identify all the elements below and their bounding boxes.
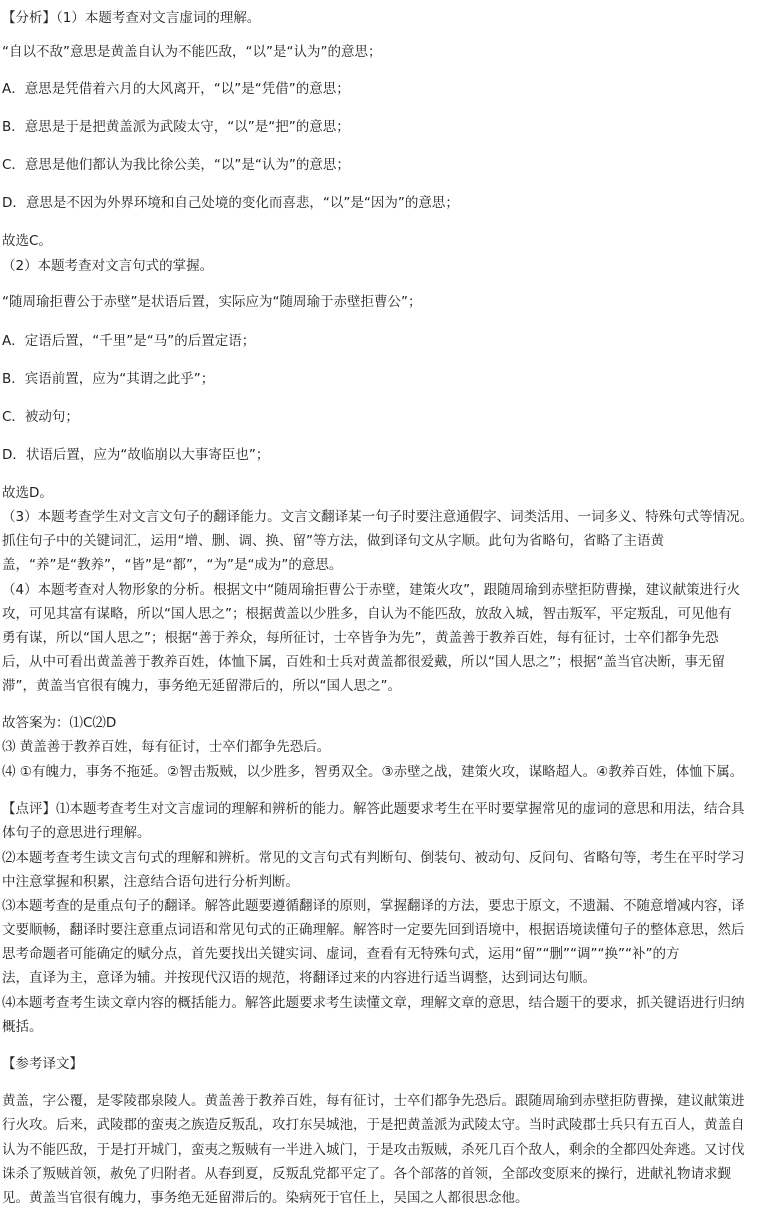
q4-line: 滞”，黄盖当官很有魄力，事务绝无延留滞后的，所以“国人思之”。 [2,678,401,694]
translation-line: 黄盖，字公覆，是零陵郡泉陵人。黄盖善于教养百姓，每有征讨，士卒们都争先恐后。跟随周瑜到赤壁拒防曹操，建议献策进 [2,1093,745,1109]
comment-line: ⑷本题考查考生读文章内容的概括能力。解答此题要求考生读懂文章，理解文章的意思，结合题干的要求，抓关键语进行归纳 [2,995,745,1011]
q3-line: （3）本题考查学生对文言文句子的翻译能力。文言文翻译某一句子时要注意通假字、词类活用、一词多义、特殊句式等情况。 [2,509,754,525]
q4-line: （4）本题考查对人物形象的分析。根据文中“随周瑜拒曹公于赤壁，建策火攻”，跟随周瑜到赤壁拒防曹操，建议献策进行火 [2,582,741,598]
q4-line: 攻，可见其富有谋略，所以“国人思之”；根据黄盖以少胜多，自认为不能匹敌，放敌入城，智击叛军，平定叛乱，可见他有 [2,606,732,622]
answer-line-3: ⑶ 黄盖善于教养百姓，每有征讨，士卒们都争先恐后。 [2,739,331,755]
q2-conclusion: 故选D。 [2,485,53,501]
comment-line: ⑶本题考查的是重点句子的翻译。解答此题要遵循翻译的原则，掌握翻译的方法，要忠于原文，不遗漏、不随意增减内容，译 [2,898,745,914]
answer-summary: 故答案为：⑴C⑵D [2,715,117,731]
q3-line: 抓住句子中的关键词汇，运用“增、删、调、换、留”等方法，做到译句文从字顺。此句为省略句，省略了主语黄 [2,533,664,549]
comment-line: 法，直译为主，意译为辅。并按现代汉语的规范，将翻译过来的内容进行适当调整，达到词达句顺。 [2,970,596,986]
q1-option-c: C．意思是他们都认为我比徐公美，“以”是“认为”的意思； [2,157,350,173]
q2-header: （2）本题考查对文言句式的掌握。 [2,258,214,274]
translation-header: 【参考译文】 [2,1056,83,1072]
q2-option-a: A．定语后置，“千里”是“马”的后置定语； [2,333,256,349]
q1-conclusion: 故选C。 [2,233,52,249]
comment-line: 【点评】⑴本题考查考生对文言虚词的理解和辨析的能力。解答此题要求考生在平时要掌握常见的虚词的意思和用法，结合具 [2,801,745,817]
q2-explanation-line: “随周瑜拒曹公于赤壁”是状语后置，实际应为“随周瑜于赤壁拒曹公”； [2,294,422,310]
comment-line: 中注意掌握和积累，注意结合语句进行分析判断。 [2,874,299,890]
q1-option-b: B．意思是于是把黄盖派为武陵太守，“以”是“把”的意思； [2,119,350,135]
q2-option-c: C．被动句； [2,409,79,425]
translation-line: 行火攻。后来，武陵郡的蛮夷之族造反叛乱，攻打东吴城池，于是把黄盖派为武陵太守。当时武陵郡士兵只有五百人，黄盖自 [2,1117,745,1133]
q2-option-d: D．状语后置，应为“故临崩以大事寄臣也”； [2,447,270,463]
q4-line: 后，从中可看出黄盖善于教养百姓，体恤下属，百姓和士兵对黄盖都很爱戴，所以“国人思之”；根据“盖当官决断，事无留 [2,654,725,670]
comment-line: 文要顺畅，翻译时要注意重点词语和常见句式的正确理解。解答时一定要先回到语境中，根据语境读懂句子的整体意思，然后 [2,922,745,938]
answer-line-4: ⑷ ①有魄力，事务不拖延。②智击叛贼，以少胜多，智勇双全。③赤壁之战，建策火攻，谋略超人。④教养百姓，体恤下属。 [2,764,744,780]
q3-line: 盖，“养”是“教养”，“皆”是“都”，“为”是“成为”的意思。 [2,557,343,573]
comment-line: ⑵本题考查考生读文言句式的理解和辨析。常见的文言句式有判断句、倒装句、被动句、反问句、省略句等，考生在平时学习 [2,850,745,866]
q1-explanation-line: “自以不敌”意思是黄盖自认为不能匹敌，“以”是“认为”的意思； [2,44,382,60]
q2-option-b: B．宾语前置，应为“其谓之此乎”； [2,371,215,387]
comment-line: 概括。 [2,1019,43,1035]
q1-option-a: A．意思是凭借着六月的大风离开，“以”是“凭借”的意思； [2,81,350,97]
analysis-header: 【分析】（1）本题考查对文言虚词的理解。 [2,10,261,26]
translation-line: 认为不能匹敌，于是打开城门，蛮夷之叛贼有一半进入城门，于是攻击叛贼，杀死几百个敌人，剩余的全都四处奔逃。又讨伐 [2,1142,745,1158]
comment-line: 体句子的意思进行理解。 [2,825,151,841]
translation-line: 诛杀了叛贼首领，赦免了归附者。从春到夏，反叛乱党都平定了。各个部落的首领，全部改变原来的操行，进献礼物请求觐 [2,1166,731,1182]
translation-line: 见。黄盖当官很有魄力，事务绝无延留滞后的。染病死于官任上，吴国之人都很思念他。 [2,1190,529,1206]
q4-line: 勇有谋，所以“国人思之”；根据“善于养众，每所征讨，士卒皆争为先”，黄盖善于教养百姓，每有征讨，士卒们都争先恐 [2,630,719,646]
q1-option-d: D．意思是不因为外界环境和自己处境的变化而喜悲，“以”是“因为”的意思； [2,195,459,211]
comment-line: 思考命题者可能确定的赋分点，首先要找出关键实词、虚词，查看有无特殊句式，运用“留”“删”“调”“换”“补”的方 [2,946,680,962]
